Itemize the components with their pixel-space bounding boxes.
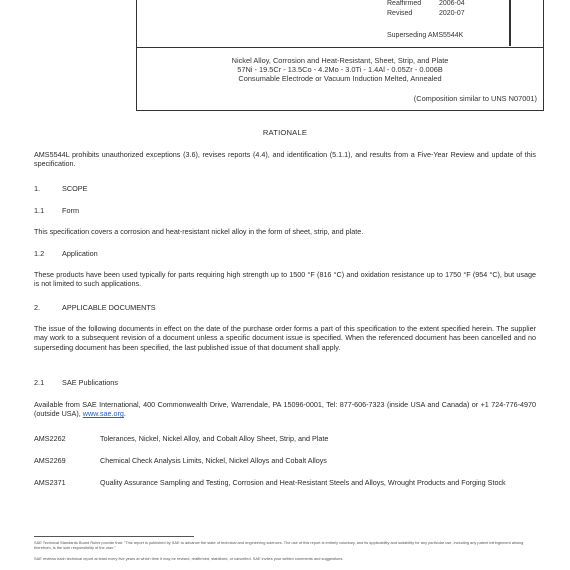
footer-review-notice: SAE reviews each technical report at least every five years at which time it may be revised, reaffirmed, stabilized, or cancelled. SAE invites your written comments and suggestions. xyxy=(34,556,344,561)
spec-description: Quality Assurance Sampling and Testing, Corrosion and Heat-Resistant Steels and Alloys, Wrought Products and Forging Stock xyxy=(100,478,506,487)
spec-description: Tolerances, Nickel, Nickel Alloy, and Cobalt Alloy Sheet, Strip, and Plate xyxy=(100,434,329,443)
spec-code: AMS2269 xyxy=(34,456,66,465)
rationale-text: AMS5544L prohibits unauthorized exceptions (3.6), revises reports (4.4), and identification (5.1.1), and results from a Five-Year Review and update of this specification. xyxy=(34,150,536,169)
revised-row xyxy=(387,10,465,17)
section-number: 2.1 xyxy=(34,378,45,387)
revised-label: Revised xyxy=(387,10,413,17)
spec-description: Chemical Check Analysis Limits, Nickel, Nickel Alloys and Cobalt Alloys xyxy=(100,456,327,465)
header-box xyxy=(136,0,544,48)
footer-divider xyxy=(34,536,194,537)
section-number: 1.2 xyxy=(34,249,45,258)
section-form xyxy=(34,206,79,215)
title-line-3: Consumable Electrode or Vacuum Induction Melted, Annealed xyxy=(238,74,442,83)
spec-code: AMS2371 xyxy=(34,478,66,487)
revised-value: 2020-07 xyxy=(438,10,465,17)
form-text: This specification covers a corrosion and heat-resistant nickel alloy in the form of sheet, strip, and plate. xyxy=(34,227,364,236)
superseding-note: Superseding AMS5544K xyxy=(387,32,464,39)
composition-note: (Composition similar to UNS N07001) xyxy=(413,94,537,103)
title-line-2: 57Ni - 19.5Cr - 13.5Co - 4.2Mo - 3.0Ti - 1.4Al - 0.05Zr - 0.006B xyxy=(237,65,443,74)
section-sae-publications xyxy=(34,378,118,387)
applicable-text: The issue of the following documents in effect on the date of the purchase order forms a part of this specification to the extent specified herein. The supplier may work to a subsequent revision of a document unless a specific document issue is specified. When the referenced document has been cancelled and no superseding document has been specified, the last published issue of that document shall apply. xyxy=(34,324,536,352)
reaffirmed-value: 2006-04 xyxy=(438,0,465,7)
application-text: These products have been used typically for parts requiring high strength up to 1500 °F (816 °C) and oxidation resistance up to 1750 °F (954 °C), but usage is not limited to such applications. xyxy=(34,270,536,289)
sae-text xyxy=(34,400,536,419)
sae-website-link[interactable]: www.sae.org xyxy=(82,409,124,419)
rationale-heading: RATIONALE xyxy=(262,128,308,137)
section-number: 2. xyxy=(34,303,41,312)
sae-address: Available from SAE International, 400 Commonwealth Drive, Warrendale, PA 15096-0001, Tel: 877-606-7323 (inside USA and Canada) or +1 724-776-4970 (outside USA), xyxy=(34,400,536,419)
section-title: Application xyxy=(62,249,98,258)
title-box xyxy=(136,47,544,111)
section-number: 1. xyxy=(34,184,41,193)
section-title: SCOPE xyxy=(62,184,88,193)
title-line-1: Nickel Alloy, Corrosion and Heat-Resistant, Sheet, Strip, and Plate xyxy=(231,56,449,65)
section-title: SAE Publications xyxy=(62,378,118,387)
reaffirmed-label: Reaffirmed xyxy=(387,0,422,7)
spec-code: AMS2262 xyxy=(34,434,66,443)
section-scope xyxy=(34,184,88,193)
header-divider xyxy=(509,0,511,46)
sae-period: . xyxy=(123,409,126,419)
section-application xyxy=(34,249,98,258)
section-applicable-documents xyxy=(34,303,156,312)
reaffirmed-row xyxy=(387,0,465,7)
section-title: APPLICABLE DOCUMENTS xyxy=(62,303,156,312)
section-number: 1.1 xyxy=(34,206,45,215)
section-title: Form xyxy=(62,206,80,215)
footer-notice: SAE Technical Standards Board Rules provide that: "This report is published by SAE to advance the state of technical and engineering sciences. The use of this report is entirely voluntary, and its applicability and suitability for any particular use, including any patent infringement arising therefrom, is the sole responsibility of the user." xyxy=(34,540,524,550)
